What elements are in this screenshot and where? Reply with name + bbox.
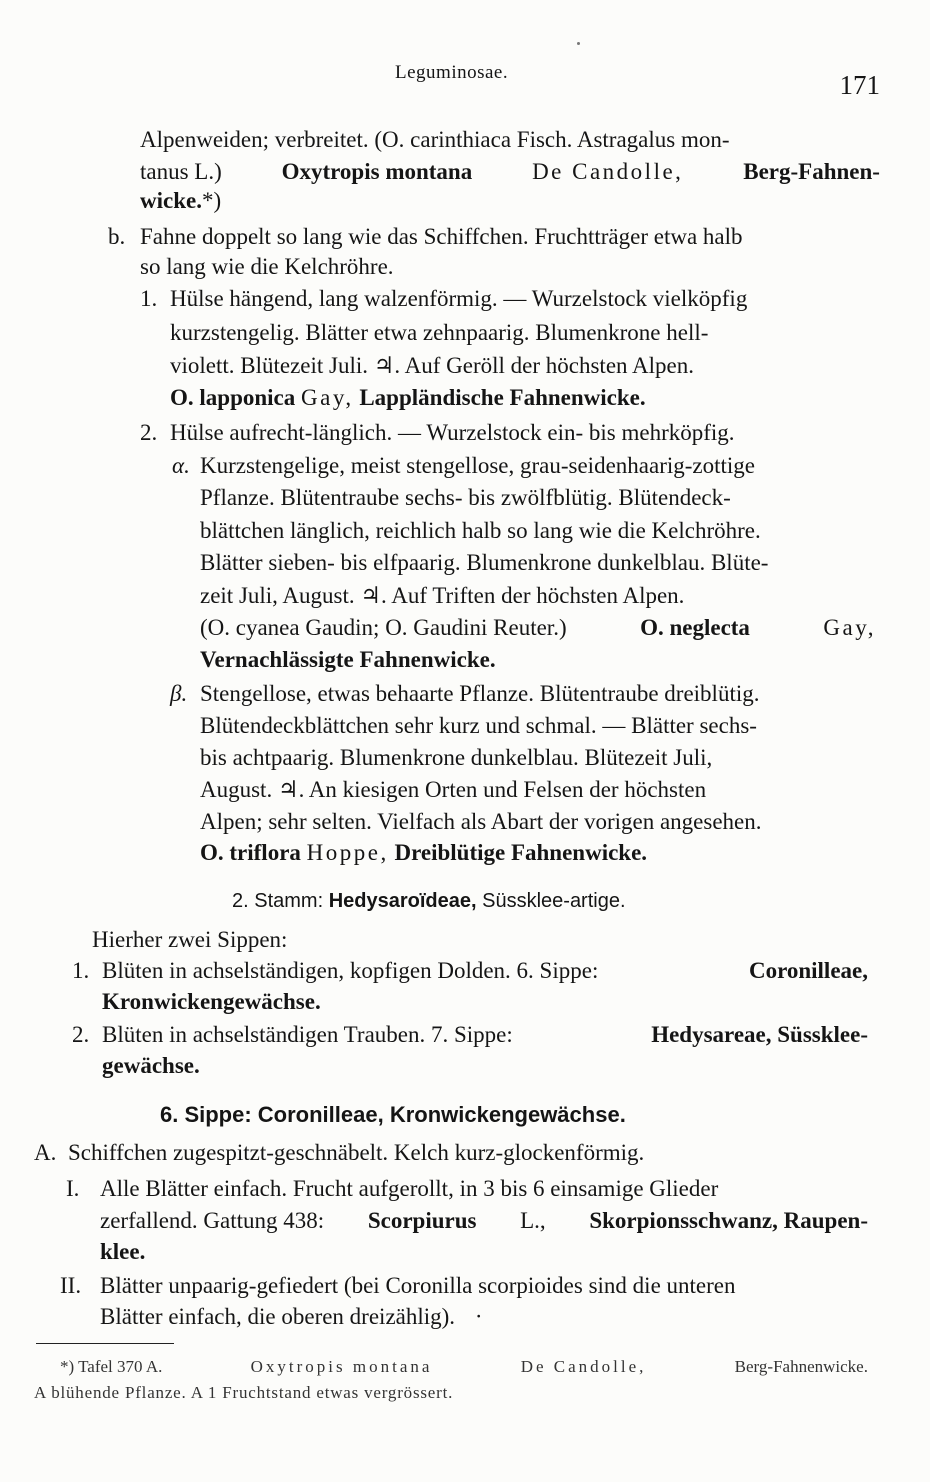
print-dot: · <box>474 1304 483 1329</box>
item-marker: A. <box>34 1140 57 1165</box>
text-line <box>100 1302 482 1332</box>
text-line <box>102 956 868 986</box>
text-line <box>100 1271 866 1301</box>
text: Blätter einfach, die oberen dreizählig). <box>100 1304 456 1329</box>
item-marker: 2. <box>140 420 158 445</box>
text-line <box>140 222 880 252</box>
text: blättchen länglich, reichlich halb so lang wie die Kelchröhre. <box>200 518 761 543</box>
genus-name: Scorpiurus <box>367 1208 477 1233</box>
page-number: 171 <box>839 70 880 100</box>
text-line <box>170 284 878 314</box>
text: Fahne doppelt so lang wie das Schiffchen. Fruchtträger etwa halb <box>140 224 743 249</box>
common-name: Berg-Fahnenwicke. <box>734 1357 868 1376</box>
text: zeit Juli, August. ♃. Auf Triften der höchsten Alpen. <box>200 583 685 608</box>
text: kurzstengelig. Blätter etwa zehnpaarig. Blumenkrone hell- <box>170 320 709 345</box>
common-name: wicke. <box>140 188 202 213</box>
text-line <box>200 581 876 611</box>
common-name: gewächse. <box>102 1053 200 1078</box>
text-line <box>200 807 876 837</box>
text: Hülse hängend, lang walzenförmig. — Wurzelstock vielköpfig <box>170 286 748 311</box>
author-name: Hoppe, <box>306 840 389 865</box>
text-line <box>200 483 876 513</box>
text: Blüten in achselständigen, kopfigen Dolden. 6. Sippe: <box>102 958 599 983</box>
text-line: Hierher zwei Sippen: <box>92 927 288 952</box>
species-name: Oxytropis montana <box>250 1357 433 1376</box>
item-marker: α. <box>172 453 190 478</box>
text-line <box>102 1020 868 1050</box>
text: tanus L.) <box>140 159 222 184</box>
text-line <box>200 451 876 481</box>
text: Blätter unpaarig-gefiedert (bei Coronilla scorpioides sind die unteren <box>100 1273 736 1298</box>
text: Blütendeckblättchen sehr kurz und schmal. — Blätter sechs- <box>200 713 757 738</box>
author-name: De Candolle, <box>520 1357 647 1376</box>
text-line <box>170 318 878 348</box>
text-line <box>140 186 221 216</box>
text-line <box>170 351 878 381</box>
item-marker: 1. <box>140 286 158 311</box>
common-name: klee. <box>100 1239 146 1264</box>
footnote-line: A blühende Pflanze. A 1 Fruchtstand etwas vergrössert. <box>34 1383 454 1402</box>
common-name: Kronwickengewächse. <box>102 989 321 1014</box>
text: August. ♃. An kiesigen Orten und Felsen der höchsten <box>200 777 707 802</box>
author-name: L., <box>520 1208 546 1233</box>
item-marker: β. <box>170 681 188 706</box>
common-name: Lappländische Fahnenwicke. <box>359 385 646 410</box>
text: Alpenweiden; verbreitet. (O. carinthiaca Fisch. Astragalus mon- <box>140 127 730 152</box>
text-line <box>200 775 876 805</box>
species-name: O. lapponica <box>170 385 296 410</box>
text-line <box>200 838 647 868</box>
author-name: De Candolle, <box>532 159 684 184</box>
footnote-marker: *) <box>201 188 222 213</box>
author-name: Gay, <box>823 615 876 640</box>
text-line <box>170 383 646 413</box>
text: Kurzstengelige, meist stengellose, grau-seidenhaarig-zottige <box>200 453 755 478</box>
text-line: Schiffchen zugespitzt-geschnäbelt. Kelch kurz-glockenförmig. <box>68 1140 645 1165</box>
text: Alpen; sehr selten. Vielfach als Abart der vorigen angesehen. <box>200 809 762 834</box>
section-subheading <box>232 886 626 916</box>
text-line <box>100 1206 868 1236</box>
footnote-rule <box>36 1343 174 1344</box>
text-line <box>100 1174 868 1204</box>
taxon-name: Coronilleae, <box>748 958 868 983</box>
text: Alle Blätter einfach. Frucht aufgerollt, in 3 bis 6 einsamige Glieder <box>100 1176 719 1201</box>
common-name: Skorpionsschwanz, Raupen- <box>589 1208 868 1233</box>
species-name: O. neglecta <box>640 615 750 640</box>
author-name: Gay, <box>301 385 354 410</box>
text-line <box>200 613 876 643</box>
text-line <box>140 125 880 155</box>
text: violett. Blütezeit Juli. ♃. Auf Geröll der höchsten Alpen. <box>170 353 694 378</box>
text: (O. cyanea Gaudin; O. Gaudini Reuter.) <box>200 615 567 640</box>
common-name: Dreiblütige Fahnenwicke. <box>394 840 648 865</box>
species-name: O. triflora <box>200 840 301 865</box>
text: Hülse aufrecht-länglich. — Wurzelstock ein- bis mehrköpfig. <box>170 420 735 445</box>
item-marker: II. <box>60 1273 82 1298</box>
taxon-name: Hedysaroïdeae, <box>328 890 477 912</box>
text-line <box>200 711 876 741</box>
footnote-line <box>60 1356 868 1378</box>
text-line <box>170 418 878 448</box>
text: Stengellose, etwas behaarte Pflanze. Blütentraube dreiblütig. <box>200 681 760 706</box>
text-line <box>200 679 876 709</box>
text-line <box>200 516 876 546</box>
text: Blätter sieben- bis elfpaarig. Blumenkrone dunkelblau. Blüte- <box>200 550 769 575</box>
item-marker: 2. <box>72 1022 90 1047</box>
item-marker: I. <box>66 1176 80 1201</box>
text-line <box>200 743 876 773</box>
species-name: Oxytropis montana <box>281 159 473 184</box>
text: Blüten in achselständigen Trauben. 7. Sippe: <box>102 1022 513 1047</box>
print-speck <box>577 42 580 45</box>
text-line <box>140 157 880 187</box>
text: zerfallend. Gattung 438: <box>100 1208 325 1233</box>
taxon-name: Hedysareae, Süssklee- <box>651 1022 868 1047</box>
text: *) Tafel 370 A. <box>60 1357 163 1376</box>
item-marker: 1. <box>72 958 90 983</box>
text-line: so lang wie die Kelchröhre. <box>140 254 394 279</box>
common-name: Berg-Fahnen- <box>743 159 880 184</box>
text: 2. Stamm: <box>232 890 324 912</box>
running-head: Leguminosae. <box>395 62 509 83</box>
common-name: Vernachlässigte Fahnenwicke. <box>200 647 496 672</box>
text: Pflanze. Blütentraube sechs- bis zwölfblütig. Blütendeck- <box>200 485 731 510</box>
item-marker: b. <box>108 224 126 249</box>
text-line <box>200 548 876 578</box>
text: Süssklee-artige. <box>482 890 626 912</box>
text: bis achtpaarig. Blumenkrone dunkelblau. Blütezeit Juli, <box>200 745 713 770</box>
section-heading: 6. Sippe: Coronilleae, Kronwickengewächse. <box>160 1102 626 1127</box>
